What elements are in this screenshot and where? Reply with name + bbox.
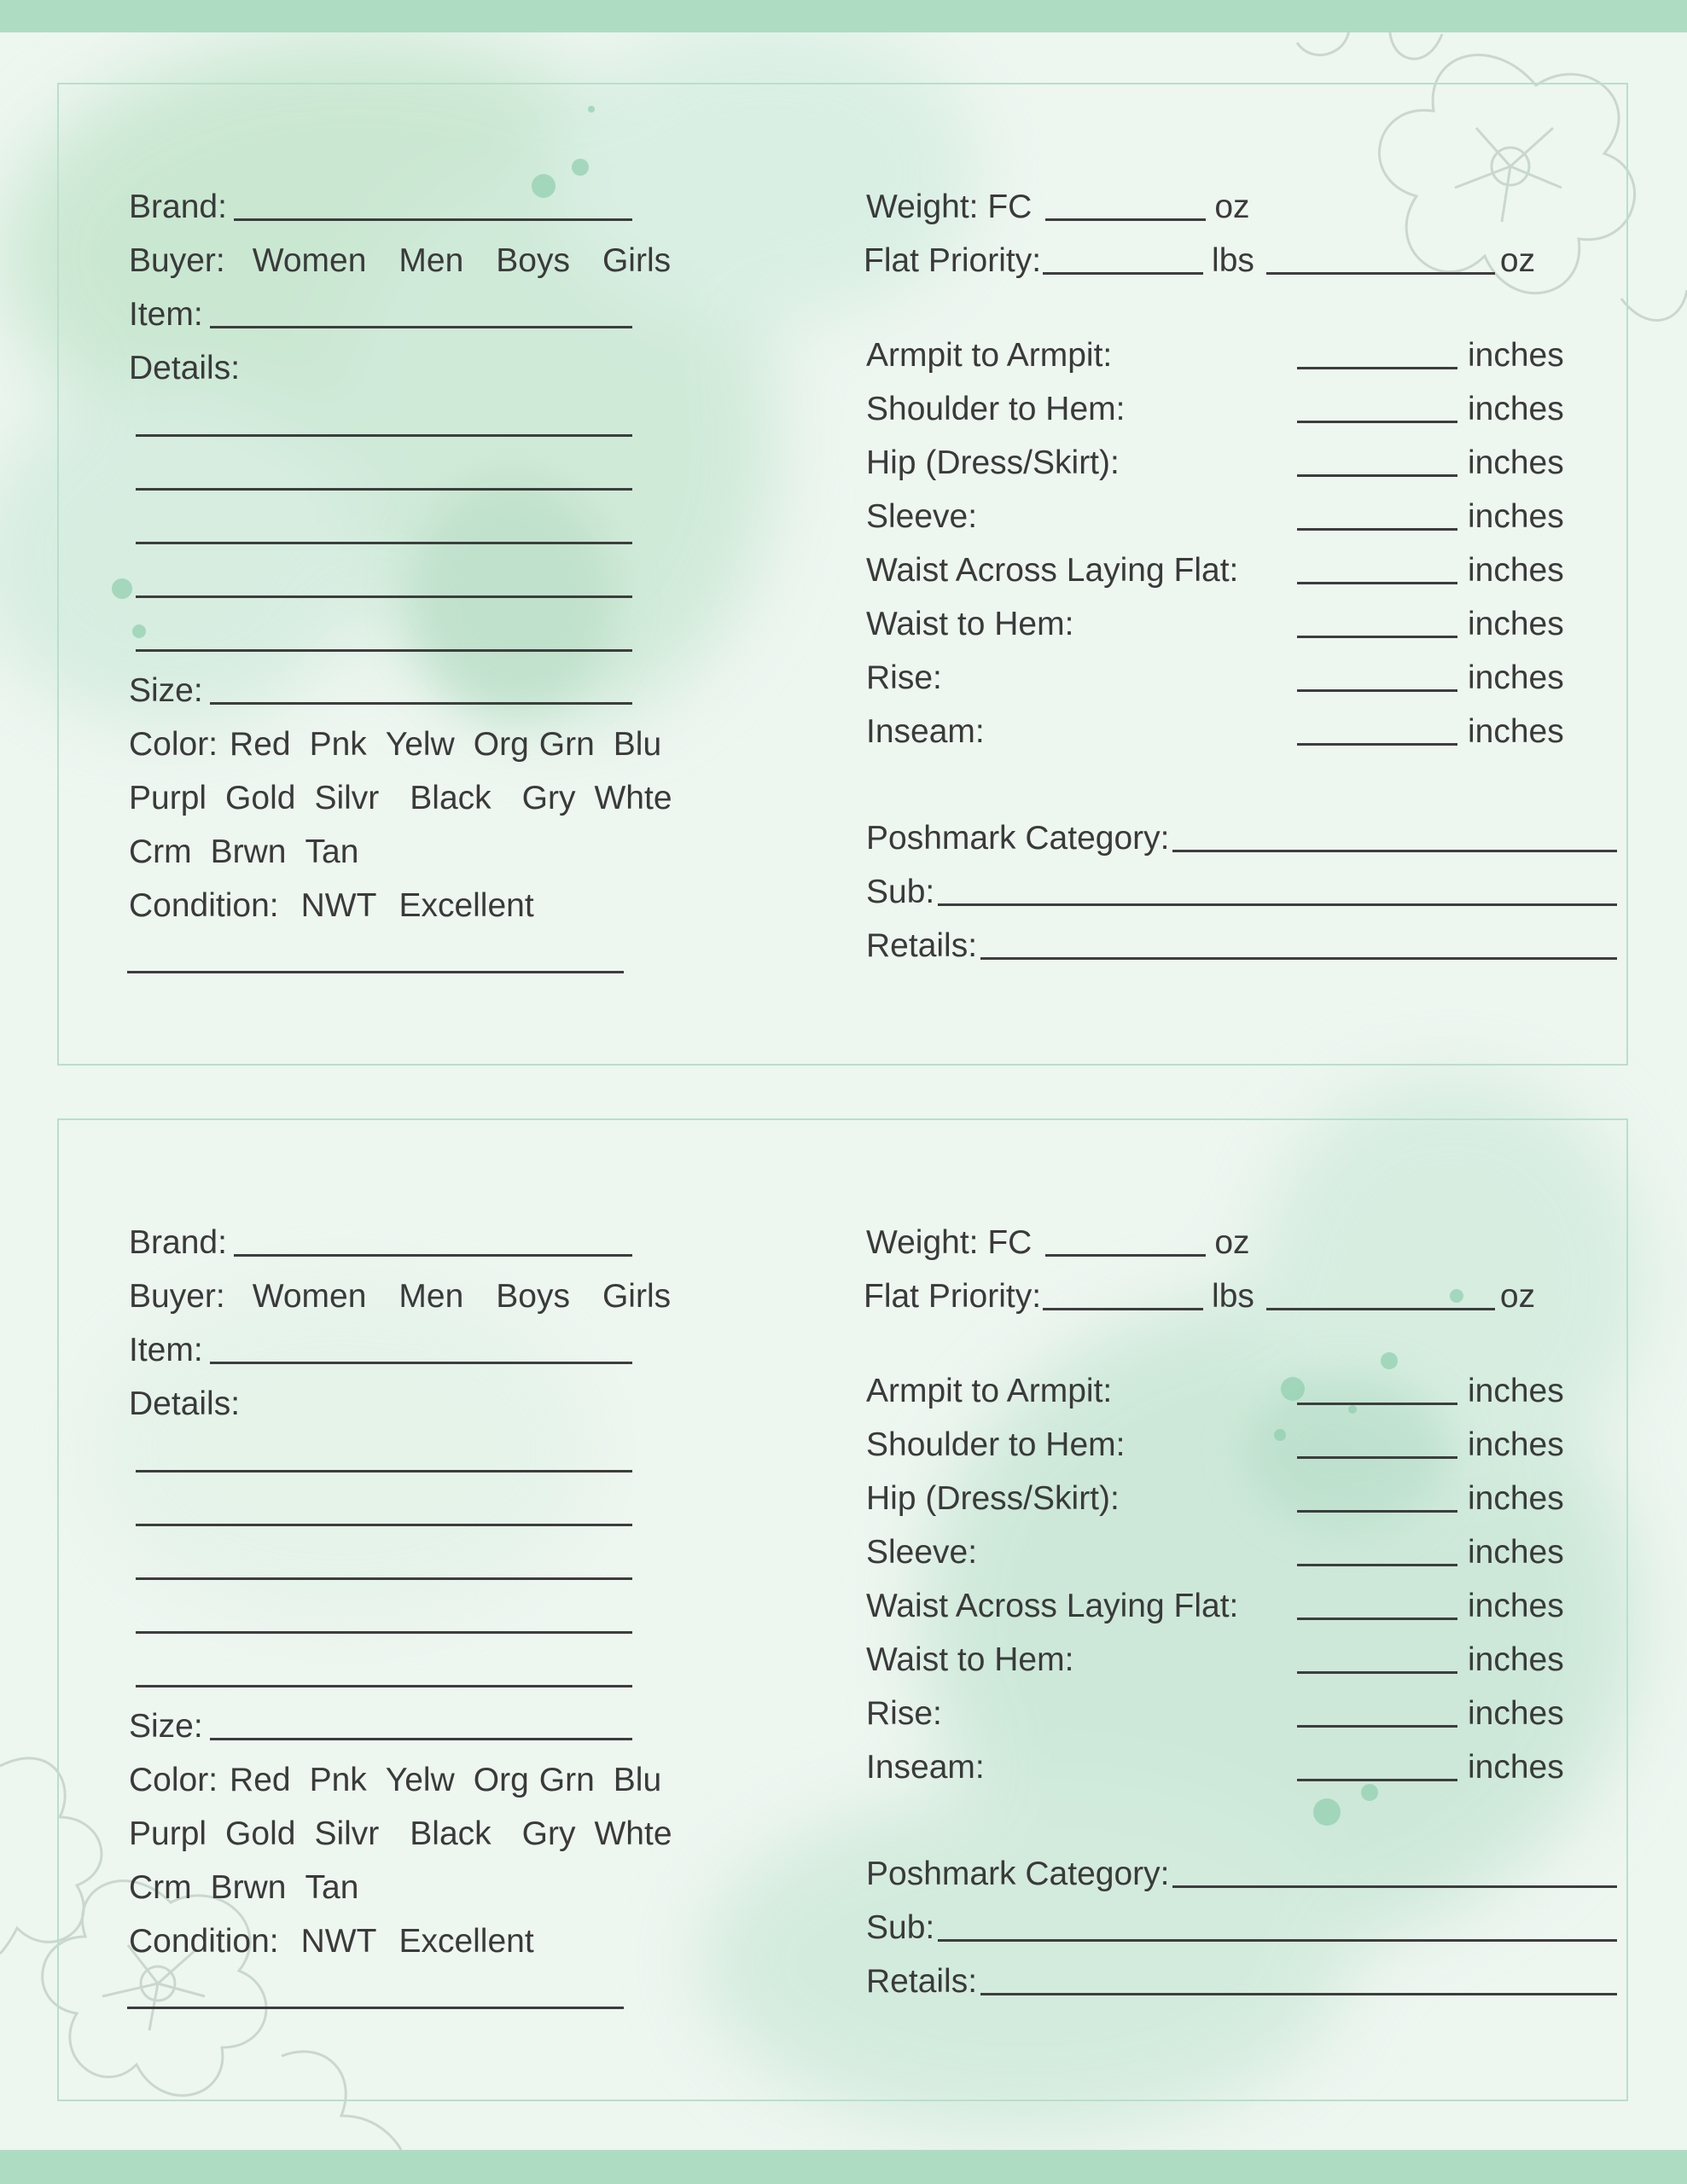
measurement-field[interactable] [1297, 528, 1457, 531]
color-option[interactable]: Whte [594, 1815, 672, 1852]
buyer-option-girls[interactable]: Girls [602, 242, 672, 279]
measurement-field[interactable] [1297, 474, 1457, 477]
item-label: Item: [129, 1332, 203, 1368]
details-line[interactable] [129, 392, 632, 445]
measurement-field[interactable] [1297, 1403, 1457, 1405]
measurement-label: Armpit to Armpit: [866, 1373, 1113, 1409]
color-option[interactable]: Org [473, 1762, 529, 1798]
measurement-label: Shoulder to Hem: [866, 391, 1126, 427]
buyer-option-men[interactable]: Men [398, 1278, 464, 1315]
measurement-row [866, 1683, 1626, 1737]
color-row-2 [129, 768, 672, 822]
condition-option-nwt[interactable]: NWT [300, 1923, 377, 1960]
measurement-unit: inches [1468, 1534, 1564, 1571]
buyer-row [129, 230, 672, 284]
measurement-unit: inches [1468, 498, 1564, 535]
color-option[interactable]: Purpl [129, 1815, 207, 1852]
size-field[interactable] [210, 1738, 632, 1740]
sub-field[interactable] [938, 903, 1617, 906]
details-line[interactable] [129, 499, 632, 553]
item-info-column [129, 177, 672, 983]
measurement-row [866, 540, 1626, 594]
buyer-option-women[interactable]: Women [252, 1278, 367, 1315]
color-option[interactable]: Gry [521, 780, 576, 816]
color-option[interactable]: Pnk [309, 726, 367, 763]
color-option[interactable]: Gold [225, 1815, 296, 1852]
retails-row [866, 915, 1626, 969]
condition-row [129, 1911, 632, 1965]
item-field[interactable] [210, 1362, 632, 1364]
retails-label: Retails: [866, 1963, 978, 2000]
color-option[interactable]: Grn [538, 726, 595, 763]
flat-priority-lbs-unit: lbs [1212, 1278, 1254, 1315]
measurement-row [866, 1576, 1626, 1629]
measurement-field[interactable] [1297, 1671, 1457, 1674]
sub-label: Sub: [866, 1909, 935, 1946]
color-option[interactable]: Tan [305, 834, 359, 870]
measurement-list [866, 325, 1626, 755]
measurement-row [866, 648, 1626, 701]
measurement-row [866, 433, 1626, 486]
color-row-2 [129, 1804, 672, 1857]
measurement-row [866, 486, 1626, 540]
color-option[interactable]: Blu [613, 726, 662, 763]
flat-priority-row [866, 1266, 1626, 1320]
details-line[interactable] [129, 1535, 632, 1589]
brand-label: Brand: [129, 189, 227, 225]
measurement-row [866, 1414, 1626, 1468]
measurement-unit: inches [1468, 391, 1564, 427]
condition-option-nwt[interactable]: NWT [300, 887, 377, 924]
poshmark-category-field[interactable] [1172, 850, 1617, 852]
measurement-field[interactable] [1297, 367, 1457, 369]
sub-row [866, 1897, 1626, 1951]
measurement-field[interactable] [1297, 421, 1457, 423]
color-option[interactable]: Black [410, 780, 492, 816]
details-line[interactable] [129, 445, 632, 499]
retails-label: Retails: [866, 927, 978, 964]
measurement-field[interactable] [1297, 1779, 1457, 1781]
measurement-unit: inches [1468, 1641, 1564, 1678]
sub-row [866, 862, 1626, 915]
color-option[interactable]: Silvr [314, 780, 380, 816]
size-label: Size: [129, 672, 203, 709]
bottom-band [0, 2150, 1687, 2184]
condition-notes-field[interactable] [127, 971, 624, 973]
buyer-option-boys[interactable]: Boys [496, 242, 570, 279]
color-row-1 [129, 1750, 662, 1804]
measurement-field[interactable] [1297, 1618, 1457, 1620]
color-row-3 [129, 1857, 632, 1911]
item-label: Item: [129, 296, 203, 333]
measurement-row [866, 325, 1626, 379]
size-field[interactable] [210, 702, 632, 705]
size-label: Size: [129, 1708, 203, 1745]
details-line[interactable] [129, 1481, 632, 1535]
buyer-label: Buyer: [129, 242, 225, 279]
measurement-field[interactable] [1297, 636, 1457, 638]
flat-priority-label: Flat Priority: [864, 1278, 1042, 1315]
color-option[interactable]: Brwn [210, 1869, 287, 1906]
flat-priority-oz-unit: oz [1499, 1278, 1536, 1315]
color-option[interactable]: Crm [129, 1869, 192, 1906]
color-label: Color: [129, 1762, 218, 1798]
measurement-label: Hip (Dress/Skirt): [866, 444, 1120, 481]
color-option[interactable]: Brwn [210, 834, 287, 870]
color-option[interactable]: Whte [594, 780, 672, 816]
brand-row [129, 177, 632, 230]
measurement-list [866, 1361, 1626, 1791]
buyer-label: Buyer: [129, 1278, 225, 1315]
measurement-unit: inches [1468, 606, 1564, 642]
measurement-label: Waist to Hem: [866, 1641, 1074, 1678]
item-field[interactable] [210, 326, 632, 328]
condition-label: Condition: [129, 1923, 279, 1960]
weight-row [866, 177, 1626, 230]
color-option[interactable]: Blu [613, 1762, 662, 1798]
weight-unit: oz [1214, 1224, 1250, 1261]
color-option[interactable]: Pnk [309, 1762, 367, 1798]
measurement-unit: inches [1468, 552, 1564, 589]
poshmark-category-field[interactable] [1172, 1885, 1617, 1888]
measurement-row [866, 1629, 1626, 1683]
color-option[interactable]: Red [230, 726, 291, 763]
buyer-option-girls[interactable]: Girls [602, 1278, 672, 1315]
brand-label: Brand: [129, 1224, 227, 1261]
measurement-field[interactable] [1297, 1456, 1457, 1459]
color-row-1 [129, 714, 662, 768]
details-line[interactable] [129, 607, 632, 660]
measurement-label: Hip (Dress/Skirt): [866, 1480, 1120, 1517]
measurement-row [866, 1522, 1626, 1576]
condition-notes-row [129, 1965, 632, 2018]
details-line[interactable] [129, 1427, 632, 1481]
measurement-unit: inches [1468, 337, 1564, 374]
measurement-field[interactable] [1297, 1725, 1457, 1728]
measurement-label: Armpit to Armpit: [866, 337, 1113, 374]
weight-unit: oz [1214, 189, 1250, 225]
details-row [129, 1374, 632, 1427]
size-row [129, 1696, 632, 1750]
flat-priority-label: Flat Priority: [864, 242, 1042, 279]
weight-label: Weight: FC [866, 1224, 1033, 1261]
measurement-label: Rise: [866, 659, 942, 696]
measurement-row [866, 1737, 1626, 1791]
item-row [129, 284, 632, 338]
measurement-field[interactable] [1297, 1564, 1457, 1566]
sub-field[interactable] [938, 1939, 1617, 1942]
measurement-row [866, 1468, 1626, 1522]
flat-priority-lbs-unit: lbs [1212, 242, 1254, 279]
measurement-unit: inches [1468, 1749, 1564, 1786]
retails-field[interactable] [980, 1993, 1617, 1995]
flat-priority-oz-unit: oz [1499, 242, 1536, 279]
sub-label: Sub: [866, 874, 935, 910]
details-line[interactable] [129, 1642, 632, 1696]
measurement-label: Waist Across Laying Flat: [866, 1588, 1239, 1624]
details-line[interactable] [129, 553, 632, 607]
color-option[interactable]: Gold [225, 780, 296, 816]
top-band [0, 0, 1687, 32]
weight-row [866, 1212, 1626, 1266]
size-row [129, 660, 632, 714]
measurement-row [866, 701, 1626, 755]
measurement-row [866, 379, 1626, 433]
poshmark-category-row [866, 1844, 1626, 1897]
retails-row [866, 1951, 1626, 2005]
measurements-column [866, 1212, 1626, 2005]
color-option[interactable]: Red [230, 1762, 291, 1798]
condition-label: Condition: [129, 887, 279, 924]
measurement-label: Shoulder to Hem: [866, 1426, 1126, 1463]
listing-card-2 [57, 1118, 1628, 2101]
color-option[interactable]: Tan [305, 1869, 359, 1906]
measurement-unit: inches [1468, 444, 1564, 481]
color-label: Color: [129, 726, 218, 763]
color-option[interactable]: Org [473, 726, 529, 763]
details-line[interactable] [129, 1589, 632, 1642]
measurement-label: Sleeve: [866, 1534, 978, 1571]
flat-priority-oz-field[interactable] [1266, 1308, 1495, 1310]
measurement-unit: inches [1468, 713, 1564, 750]
measurement-unit: inches [1468, 1695, 1564, 1732]
details-label: Details: [129, 350, 241, 386]
measurement-label: Sleeve: [866, 498, 978, 535]
measurement-label: Inseam: [866, 713, 985, 750]
color-option[interactable]: Silvr [314, 1815, 380, 1852]
poshmark-category-label: Poshmark Category: [866, 820, 1170, 857]
flat-priority-lbs-field[interactable] [1043, 1308, 1203, 1310]
buyer-option-men[interactable]: Men [398, 242, 464, 279]
brand-row [129, 1212, 632, 1266]
weight-field[interactable] [1045, 218, 1206, 221]
condition-option-excellent[interactable]: Excellent [398, 887, 534, 924]
measurement-field[interactable] [1297, 1510, 1457, 1513]
measurement-label: Rise: [866, 1695, 942, 1732]
measurement-row [866, 1361, 1626, 1414]
buyer-option-boys[interactable]: Boys [496, 1278, 570, 1315]
condition-notes-field[interactable] [127, 2007, 624, 2009]
item-info-column [129, 1212, 672, 2018]
condition-row [129, 875, 632, 929]
measurement-unit: inches [1468, 1373, 1564, 1409]
color-option[interactable]: Crm [129, 834, 192, 870]
measurement-row [866, 594, 1626, 648]
measurements-column [866, 177, 1626, 969]
measurement-label: Inseam: [866, 1749, 985, 1786]
buyer-row [129, 1266, 672, 1320]
measurement-label: Waist to Hem: [866, 606, 1074, 642]
measurement-unit: inches [1468, 659, 1564, 696]
details-row [129, 338, 632, 392]
measurement-unit: inches [1468, 1588, 1564, 1624]
retails-field[interactable] [980, 957, 1617, 960]
flat-priority-oz-field[interactable] [1266, 272, 1495, 275]
weight-label: Weight: FC [866, 189, 1033, 225]
color-option[interactable]: Yelw [385, 726, 455, 763]
color-option[interactable]: Purpl [129, 780, 207, 816]
poshmark-category-row [866, 808, 1626, 862]
condition-notes-row [129, 929, 632, 983]
listing-card-1 [57, 83, 1628, 1066]
item-row [129, 1320, 632, 1374]
measurement-field[interactable] [1297, 689, 1457, 692]
brand-field[interactable] [234, 1254, 632, 1257]
color-row-3 [129, 822, 632, 875]
flat-priority-lbs-field[interactable] [1043, 272, 1203, 275]
color-option[interactable]: Gry [521, 1815, 576, 1852]
measurement-label: Waist Across Laying Flat: [866, 552, 1239, 589]
poshmark-category-label: Poshmark Category: [866, 1856, 1170, 1892]
measurement-field[interactable] [1297, 582, 1457, 584]
details-label: Details: [129, 1385, 241, 1422]
color-option[interactable]: Black [410, 1815, 492, 1852]
weight-field[interactable] [1045, 1254, 1206, 1257]
condition-option-excellent[interactable]: Excellent [398, 1923, 534, 1960]
measurement-field[interactable] [1297, 743, 1457, 746]
measurement-unit: inches [1468, 1480, 1564, 1517]
brand-field[interactable] [234, 218, 632, 221]
buyer-option-women[interactable]: Women [252, 242, 367, 279]
measurement-unit: inches [1468, 1426, 1564, 1463]
color-option[interactable]: Grn [538, 1762, 595, 1798]
color-option[interactable]: Yelw [385, 1762, 455, 1798]
flat-priority-row [866, 230, 1626, 284]
